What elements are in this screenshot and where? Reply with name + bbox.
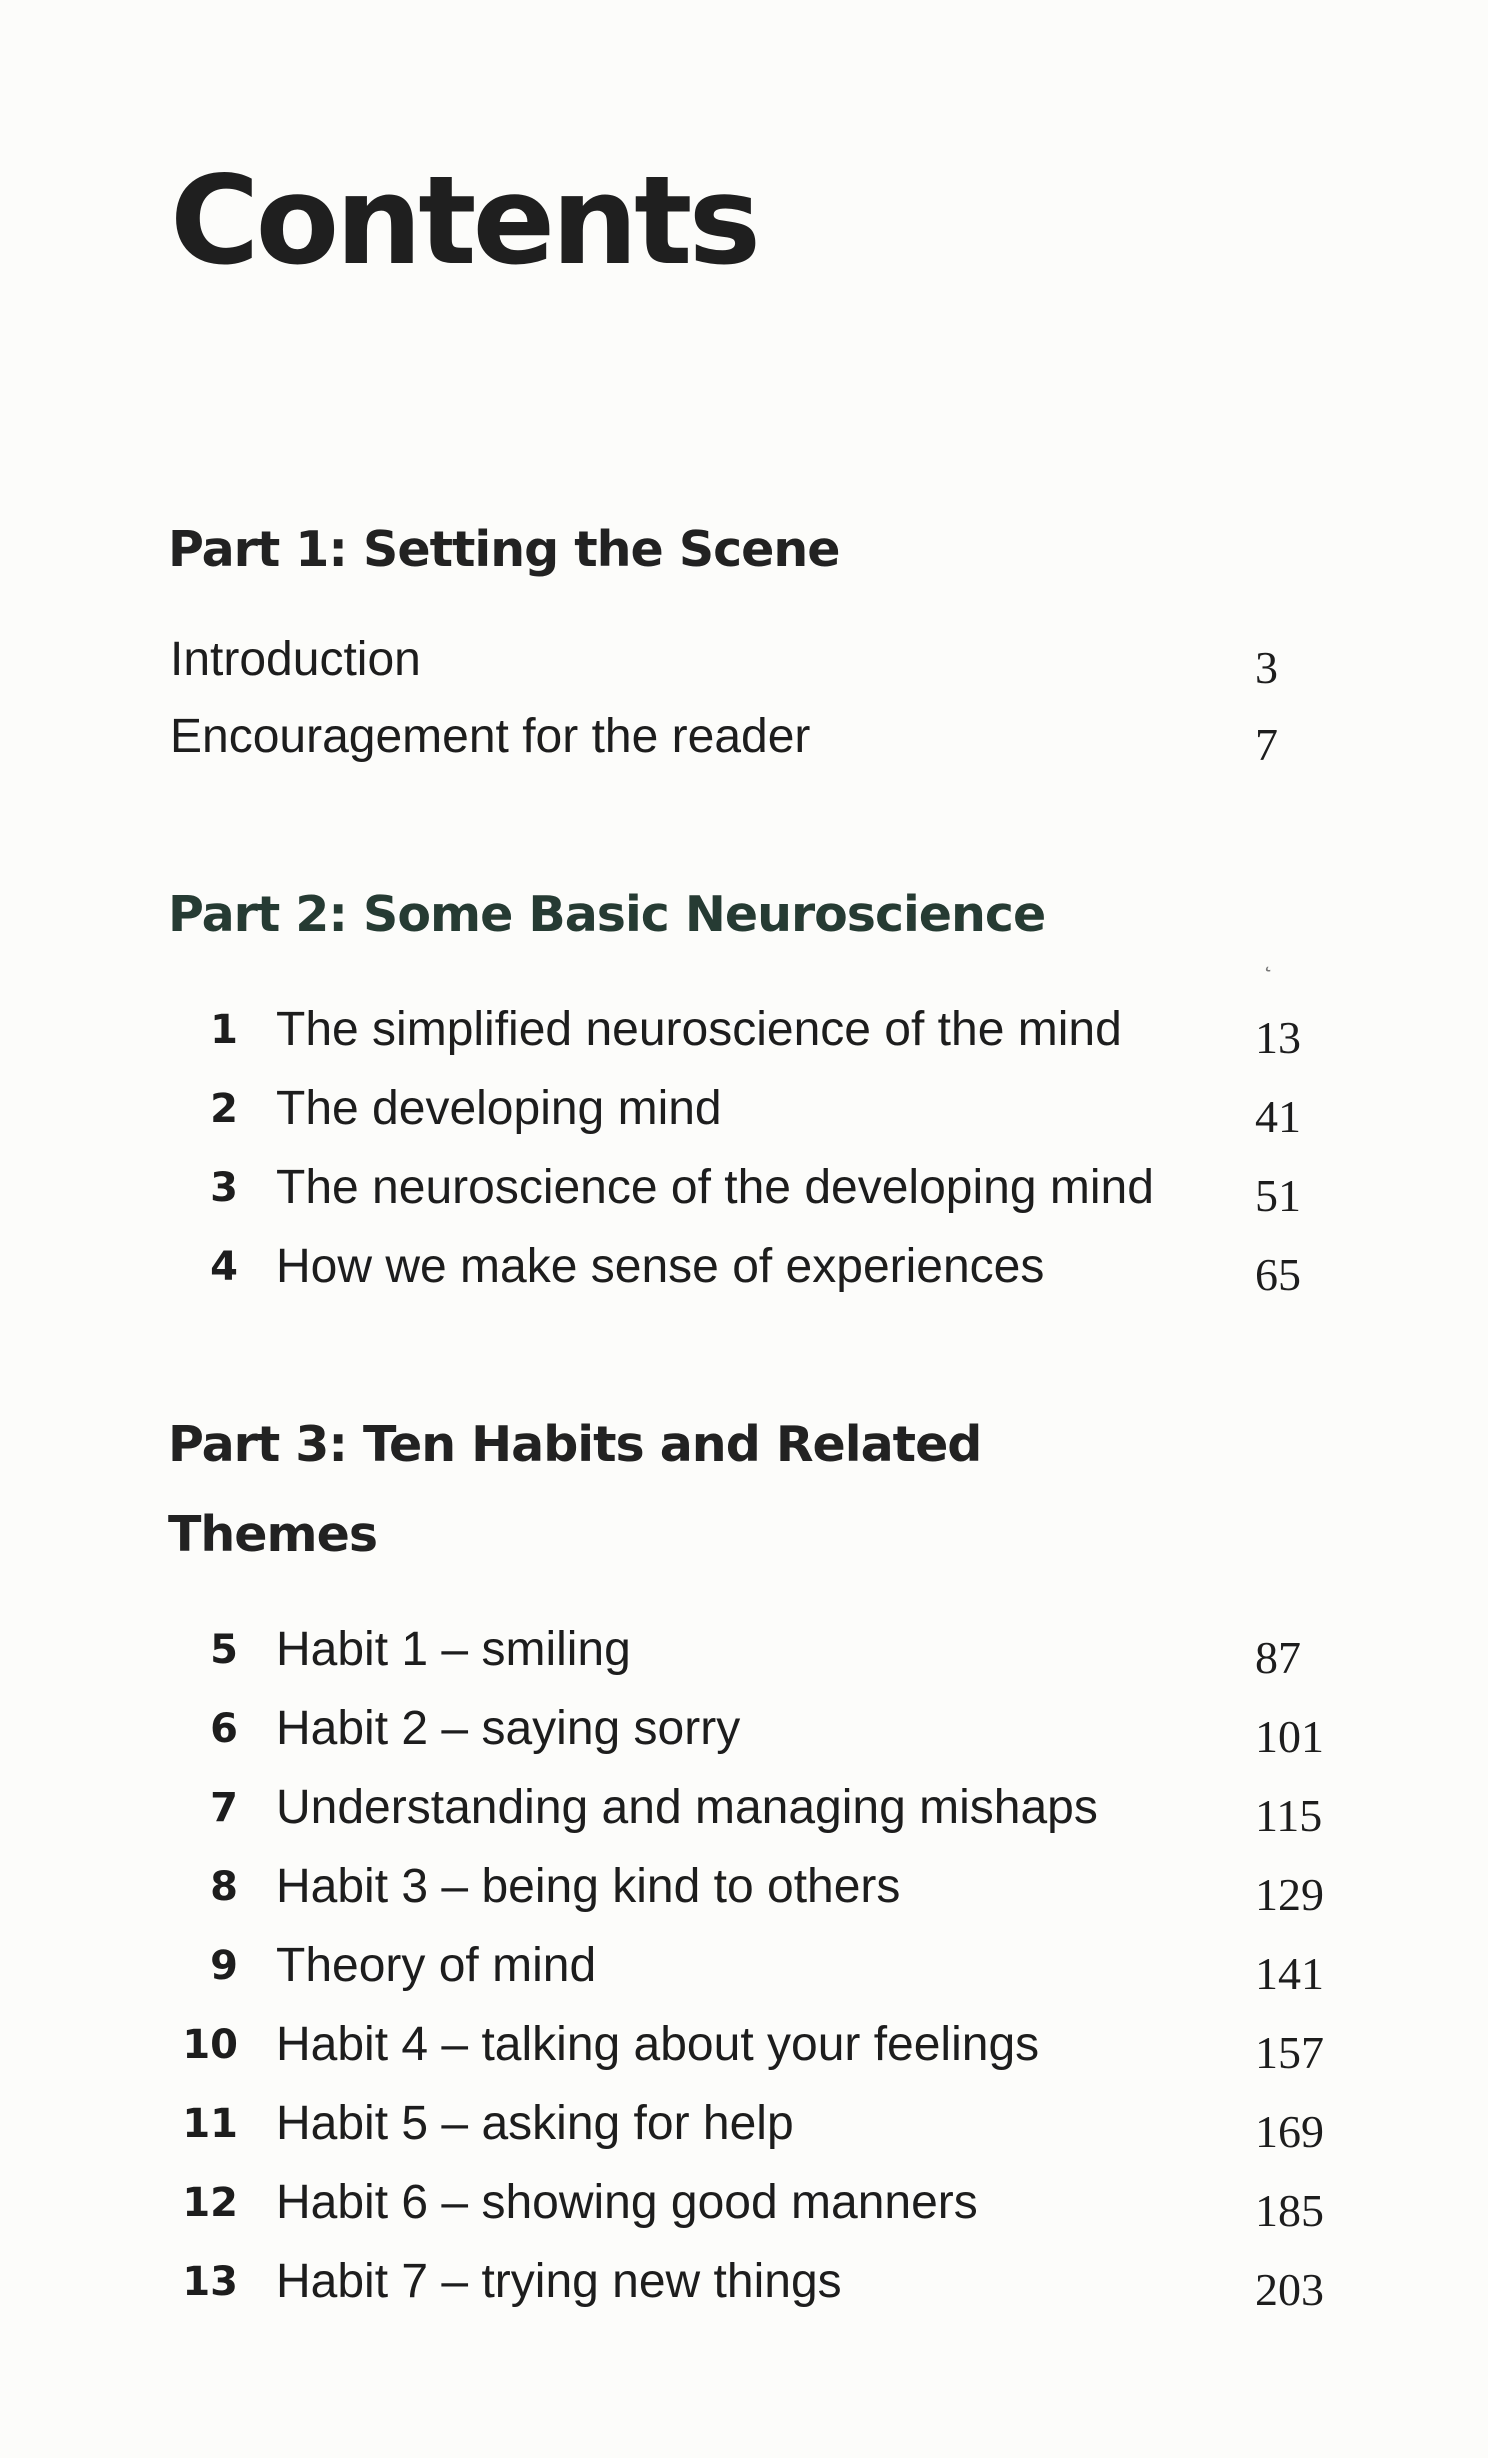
- scan-speck: ˛: [1262, 945, 1274, 973]
- toc-entry-label: The neuroscience of the developing mind: [276, 1161, 1154, 1214]
- chapter-number: 12: [182, 2180, 238, 2226]
- chapter-number: 2: [210, 1086, 238, 1132]
- toc-entry-chapter-5[interactable]: [0, 1620, 1488, 1683]
- toc-entry-page: 101: [1255, 1711, 1324, 1762]
- toc-entry-chapter-3[interactable]: [0, 1158, 1488, 1221]
- toc-entry-chapter-6[interactable]: [0, 1699, 1488, 1762]
- toc-entry-page: 169: [1255, 2106, 1324, 2157]
- toc-entry-label: Introduction: [170, 633, 421, 686]
- chapter-number: 10: [182, 2022, 238, 2068]
- toc-entry-chapter-7[interactable]: [0, 1778, 1488, 1841]
- toc-entry-label: Habit 2 – saying sorry: [276, 1702, 741, 1755]
- chapter-number: 7: [210, 1785, 238, 1831]
- chapter-number: 11: [182, 2101, 238, 2147]
- toc-entry-chapter-13[interactable]: [0, 2252, 1488, 2315]
- chapter-number: 4: [210, 1244, 238, 1290]
- chapter-number: 6: [210, 1706, 238, 1752]
- toc-entry-introduction[interactable]: [0, 630, 1488, 693]
- toc-entry-chapter-4[interactable]: [0, 1237, 1488, 1300]
- toc-entry-page: 129: [1255, 1869, 1324, 1920]
- toc-entry-chapter-12[interactable]: [0, 2173, 1488, 2236]
- toc-entry-label: The simplified neuroscience of the mind: [276, 1003, 1122, 1056]
- toc-entry-label: Habit 7 – trying new things: [276, 2255, 842, 2308]
- toc-entry-label: Habit 3 – being kind to others: [276, 1860, 901, 1913]
- toc-entry-chapter-9[interactable]: [0, 1936, 1488, 1999]
- toc-entry-label: Habit 6 – showing good manners: [276, 2176, 978, 2229]
- chapter-number: 3: [210, 1165, 238, 1211]
- toc-entry-page: 87: [1255, 1632, 1301, 1683]
- chapter-number: 1: [210, 1007, 238, 1053]
- page-title: Contents: [170, 150, 758, 292]
- toc-entry-page: 3: [1255, 642, 1278, 693]
- toc-entry-label: Habit 4 – talking about your feelings: [276, 2018, 1040, 2071]
- chapter-number: 8: [210, 1864, 238, 1910]
- part-3-heading: Part 3: Ten Habits and Related Themes: [168, 1416, 982, 1563]
- toc-entry-page: 65: [1255, 1249, 1301, 1300]
- toc-entry-page: 141: [1255, 1948, 1324, 1999]
- toc-entry-chapter-10[interactable]: [0, 2015, 1488, 2078]
- part-1-heading: Part 1: Setting the Scene: [168, 521, 840, 578]
- toc-entry-label: Habit 1 – smiling: [276, 1623, 631, 1676]
- toc-entry-label: The developing mind: [276, 1082, 722, 1135]
- part-2-heading: Part 2: Some Basic Neuroscience: [168, 886, 1046, 943]
- toc-entry-label: Understanding and managing mishaps: [276, 1781, 1098, 1834]
- toc-entry-label: Theory of mind: [276, 1939, 597, 1992]
- toc-entry-encouragement[interactable]: [0, 707, 1488, 770]
- toc-entry-chapter-8[interactable]: [0, 1857, 1488, 1920]
- toc-entry-label: How we make sense of experiences: [276, 1240, 1045, 1293]
- toc-entry-chapter-11[interactable]: [0, 2094, 1488, 2157]
- toc-entry-page: 41: [1255, 1091, 1301, 1142]
- chapter-number: 9: [210, 1943, 238, 1989]
- toc-entry-page: 157: [1255, 2027, 1324, 2078]
- toc-entry-page: 51: [1255, 1170, 1301, 1221]
- toc-entry-chapter-1[interactable]: [0, 1000, 1488, 1063]
- toc-entry-page: 203: [1255, 2264, 1324, 2315]
- toc-entry-chapter-2[interactable]: [0, 1079, 1488, 1142]
- chapter-number: 13: [182, 2259, 238, 2305]
- toc-entry-page: 185: [1255, 2185, 1324, 2236]
- toc-entry-page: 13: [1255, 1012, 1301, 1063]
- chapter-number: 5: [210, 1627, 238, 1673]
- toc-entry-label: Habit 5 – asking for help: [276, 2097, 794, 2150]
- toc-entry-page: 115: [1255, 1790, 1323, 1841]
- toc-entry-page: 7: [1255, 719, 1278, 770]
- toc-entry-label: Encouragement for the reader: [170, 710, 811, 763]
